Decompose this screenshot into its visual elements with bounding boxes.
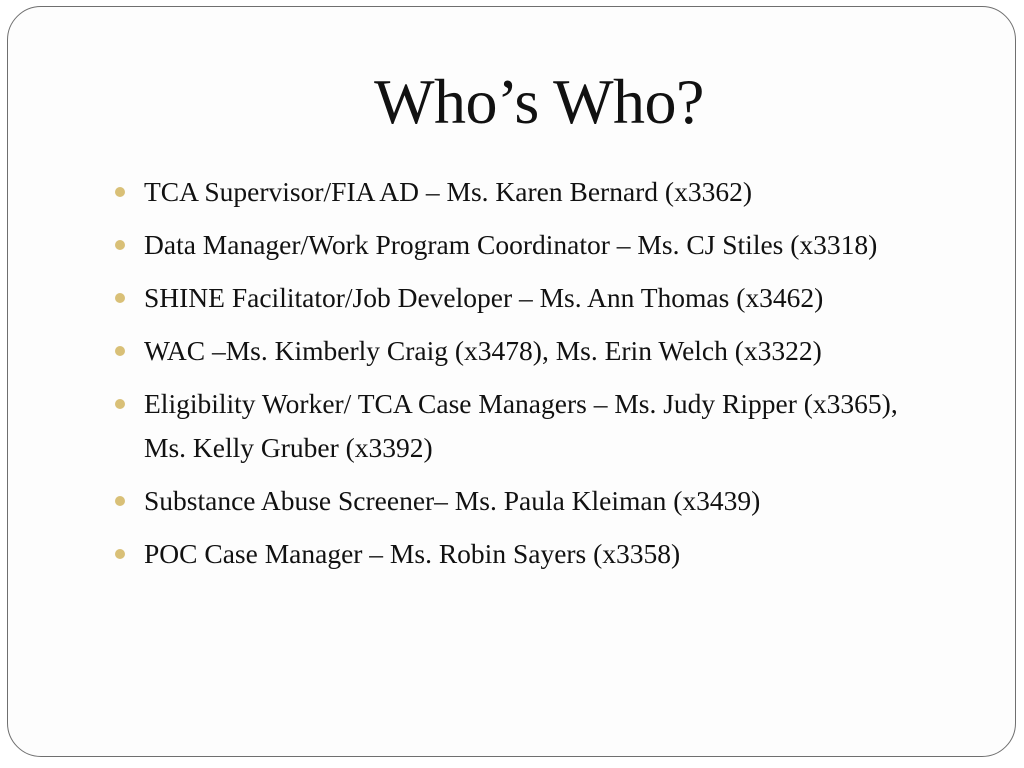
bullet-item (115, 276, 945, 320)
bullet-item (115, 532, 945, 576)
bullet-dot-icon (115, 346, 125, 356)
bullet-dot-icon (115, 187, 125, 197)
bullet-text: WAC –Ms. Kimberly Craig (x3478), Ms. Erin Welch (x3322) (144, 335, 822, 366)
bullet-text: Data Manager/Work Program Coordinator – Ms. CJ Stiles (x3318) (144, 229, 878, 260)
bullet-dot-icon (115, 496, 125, 506)
bullet-item (115, 329, 945, 373)
bullet-item (115, 223, 945, 267)
bullet-dot-icon (115, 293, 125, 303)
bullet-dot-icon (115, 399, 125, 409)
bullet-text: TCA Supervisor/FIA AD – Ms. Karen Bernard (x3362) (144, 176, 752, 207)
bullet-dot-icon (115, 240, 125, 250)
bullet-item (115, 170, 945, 214)
bullet-item (115, 382, 945, 470)
bullet-dot-icon (115, 549, 125, 559)
bullet-text: POC Case Manager – Ms. Robin Sayers (x3358) (144, 538, 681, 569)
bullet-text: Eligibility Worker/ TCA Case Managers – Ms. Judy Ripper (x3365), Ms. Kelly Gruber (x3392) (144, 388, 898, 463)
bullet-text: Substance Abuse Screener– Ms. Paula Kleiman (x3439) (144, 485, 761, 516)
bullet-text: SHINE Facilitator/Job Developer – Ms. Ann Thomas (x3462) (144, 282, 824, 313)
slide-title: Who’s Who? (374, 66, 704, 137)
bullet-list (115, 170, 945, 585)
bullet-item (115, 479, 945, 523)
